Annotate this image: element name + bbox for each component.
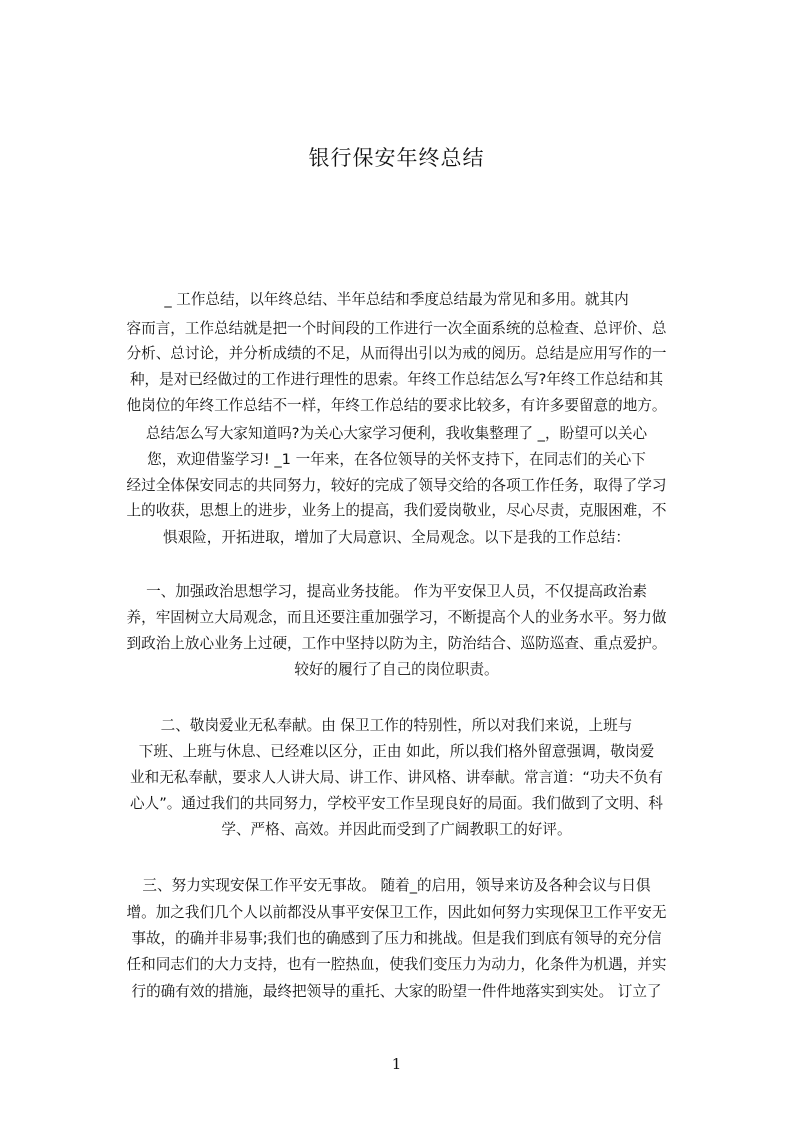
text-line: 任和同志们的大力支持，也有一腔热血，使我们变压力为动力，化条件为机遇，并实 — [126, 956, 667, 973]
text-line: 经过全体保安同志的共同努力，较好的完成了领导交给的各项工作任务，取得了学习 — [126, 477, 667, 494]
text-line: 事故，的确并非易事;我们也的确感到了压力和挑战。但是我们到底有领导的充分信 — [131, 930, 662, 947]
page-number: 1 — [391, 1055, 402, 1073]
text-line: 较好的履行了自己的岗位职责。 — [294, 661, 499, 678]
text-line: 增。加之我们几个人以前都没从事平安保卫工作，因此如何努力实现保卫工作平安无 — [126, 904, 667, 921]
text-line: 容而言，工作总结就是把一个时间段的工作进行一次全面系统的总检查、总评价、总 — [126, 320, 667, 337]
text-line: 养，牢固树立大局观念，而且还要注重加强学习，不断提高个人的业务水平。努力做 — [126, 609, 667, 626]
text-line: 种，是对已经做过的工作进行理性的思索。年终工作总结怎么写?年终工作总结和其 — [129, 371, 664, 388]
text-line: 三、努力实现安保工作平安无事故。 随着_的启用，领导来访及各种会议与日俱 — [142, 877, 651, 894]
text-line: 一、加强政治思想学习，提高业务技能。 作为平安保卫人员，不仅提高政治素 — [146, 583, 647, 600]
text-line: 到政治上放心业务上过硬，工作中坚持以防为主，防治结合、巡防巡查、重点爱护。 — [126, 635, 667, 652]
text-line: 学、严格、高效。并因此而受到了广阔教职工的好评。 — [221, 821, 572, 838]
text-line: _ 工作总结，以年终总结、半年总结和季度总结最为常见和多用。就其内 — [164, 291, 629, 308]
text-line: 业和无私奉献，要求人人讲大局、讲工作、讲风格、讲奉献。常言道：“功夫不负有 — [130, 769, 663, 786]
text-line: 他岗位的年终工作总结不一样，年终工作总结的要求比较多，有许多要留意的地方。 — [126, 397, 667, 414]
text-line: 总结怎么写大家知道吗?为关心大家学习便利，我收集整理了 _，盼望可以关心 — [145, 425, 648, 442]
text-line: 二、敬岗爱业无私奉献。由 保卫工作的特别性，所以对我们来说，上班与 — [160, 717, 633, 734]
text-line: 上的收获，思想上的进步，业务上的提高，我们爱岗敬业，尽心尽责，克服困难，不 — [126, 502, 667, 519]
text-line: 下班、上班与休息、已经难以区分，正由 如此，所以我们格外留意强调，敬岗爱 — [138, 743, 655, 760]
text-line: 行的确有效的措施，最终把领导的重托、大家的盼望一件件地落实到实处。 订立了 — [131, 983, 662, 1000]
text-line: 您，欢迎借鉴学习! _1 一年来，在各位领导的关怀支持下，在同志们的关心下 — [147, 451, 646, 468]
text-line: 分析、总讨论，并分析成绩的不足，从而得出引以为戒的阅历。总结是应用写作的一 — [126, 345, 667, 362]
text-line: 惧艰险，开拓进取，增加了大局意识、全局观念。以下是我的工作总结： — [162, 529, 630, 546]
document-title: 银行保安年终总结 — [308, 146, 485, 170]
text-line: 心人”。通过我们的共同努力，学校平安工作呈现良好的局面。我们做到了文明、科 — [130, 795, 663, 812]
